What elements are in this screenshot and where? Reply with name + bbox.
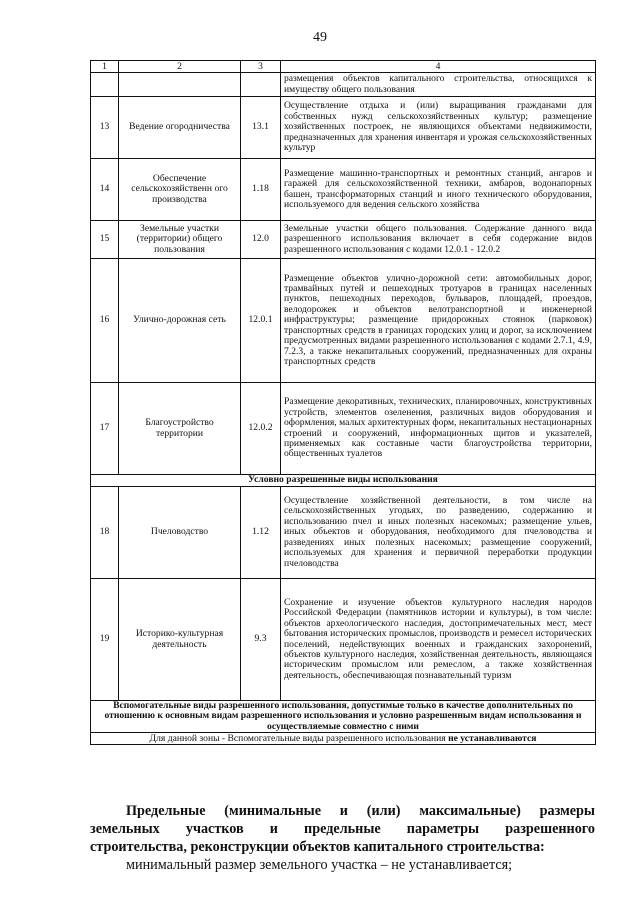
row-number: 17 bbox=[91, 383, 119, 475]
row-description: Размещение декоративных, технических, планировочных, конструктивных устройств, элементов озеленения, различных видов оборудования и оформления, малых архитектурных форм, некапитальных нестационарных строений и сооружений, информационных щитов и указателей, применяемых как составные части благоустройства территории, общественных туалетов bbox=[281, 383, 596, 475]
header-col-3: 3 bbox=[241, 61, 281, 73]
table-row bbox=[91, 97, 596, 159]
row-name: Ведение огородничества bbox=[119, 97, 241, 159]
section-row-auxiliary bbox=[91, 701, 596, 733]
row-number: 15 bbox=[91, 221, 119, 259]
row-name: Благоустройство территории bbox=[119, 383, 241, 475]
row-description: Размещение объектов улично-дорожной сети: автомобильных дорог, трамвайных путей и пешеходных тротуаров в границах населенных пунктов, пешеходных переходов, бульваров, площадей, проездов, велодорожек и объектов велотранспортной и инженерной инфраструктуры; размещение придорожных стоянок (парковок) транспортных средств в границах городских улиц и дорог, за исключением предусмотренных видами разрешенного использования с кодами 2.7.1, 4.9, 7.2.3, а также некапитальных сооружений, предназначенных для охраны транспортных средств bbox=[281, 259, 596, 383]
limits-heading-line-1: Предельные (минимальные и (или) максимальные) размеры bbox=[126, 803, 595, 819]
section-title-conditional: Условно разрешенные виды использования bbox=[91, 475, 596, 487]
row-description: Осуществление отдыха и (или) выращивания гражданами для собственных нужд сельскохозяйственных культур; размещение хозяйственных построек, не являющихся объектами недвижимости, предназначенных для хранения инвентаря и урожая сельскохозяйственных культур bbox=[281, 97, 596, 159]
header-col-1: 1 bbox=[91, 61, 119, 73]
row-name: Улично-дорожная сеть bbox=[119, 259, 241, 383]
header-col-2: 2 bbox=[119, 61, 241, 73]
table-row-continuation bbox=[91, 73, 596, 97]
limits-heading-line-3: строительства, реконструкции объектов капитального строительства: bbox=[90, 839, 545, 855]
row-number: 19 bbox=[91, 579, 119, 701]
zone-note-prefix: Для данной зоны - Вспомогательные виды разрешенного использования bbox=[149, 732, 449, 744]
section-title-auxiliary: Вспомогательные виды разрешенного использования, допустимые только в качестве дополнительных по отношению к основным видам разрешенного использования и условно разрешенным видам использования и осуществляемые совместно с ними bbox=[91, 701, 596, 733]
row-description: Земельные участки общего пользования. Содержание данного вида разрешенного использования включает в себя содержание видов разрешенного использования с кодами 12.0.1 - 12.0.2 bbox=[281, 221, 596, 259]
row-code: 1.18 bbox=[241, 159, 281, 221]
row-description: Осуществление хозяйственной деятельности, в том числе на сельскохозяйственных угодьях, по разведению, содержанию и использованию пчел и иных полезных насекомых; размещение ульев, иных объектов и оборудования, необходимого для пчеловодства и разведениях иных полезных насекомых; размещение сооружений, используемых для хранения и первичной переработки продукции пчеловодства bbox=[281, 487, 596, 579]
table-row bbox=[91, 221, 596, 259]
row-description: Сохранение и изучение объектов культурного наследия народов Российской Федерации (памятников истории и культуры), в том числе: объектов археологического наследия, достопримечательных мест, мест бытования исторических промыслов, производств и ремесел исторических поселений, недействующих военных и гражданских захоронений, объектов культурного наследия, хозяйственная деятельность, являющаяся историческим промыслом или ремеслом, а также хозяйственная деятельность, обеспечивающая познавательный туризм bbox=[281, 579, 596, 701]
min-plot-size-text: минимальный размер земельного участка – не устанавливается; bbox=[126, 857, 513, 873]
row-code: 9.3 bbox=[241, 579, 281, 701]
zone-note bbox=[91, 733, 596, 745]
row-code: 12.0.2 bbox=[241, 383, 281, 475]
land-use-table bbox=[90, 60, 596, 745]
zone-note-emphasis: не устанавливаются bbox=[448, 732, 537, 744]
table-row bbox=[91, 159, 596, 221]
row-name: Земельные участки (территории) общего пользования bbox=[119, 221, 241, 259]
row-name: Пчеловодство bbox=[119, 487, 241, 579]
table-row bbox=[91, 383, 596, 475]
table-row bbox=[91, 259, 596, 383]
row-name: Историко-культурная деятельность bbox=[119, 579, 241, 701]
row-number: 18 bbox=[91, 487, 119, 579]
header-col-4: 4 bbox=[281, 61, 596, 73]
row-description: Размещение машинно-транспортных и ремонтных станций, ангаров и гаражей для сельскохозяйственной техники, амбаров, водонапорных башен, трансформаторных станций и иного технического оборудования, используемого для ведения сельского хозяйства bbox=[281, 159, 596, 221]
table-row bbox=[91, 487, 596, 579]
row-name: Обеспечение сельскохозяйственн ого производства bbox=[119, 159, 241, 221]
row-number: 16 bbox=[91, 259, 119, 383]
page-number: 49 bbox=[313, 30, 327, 45]
zone-note-row bbox=[91, 733, 596, 745]
row-number: 13 bbox=[91, 97, 119, 159]
section-row-conditional bbox=[91, 475, 596, 487]
row-code: 1.12 bbox=[241, 487, 281, 579]
row-code: 12.0 bbox=[241, 221, 281, 259]
limits-heading-line-2: земельных участков и предельные параметры разрешенного bbox=[90, 821, 595, 837]
row-code: 13.1 bbox=[241, 97, 281, 159]
row-number: 14 bbox=[91, 159, 119, 221]
row-code: 12.0.1 bbox=[241, 259, 281, 383]
table-header-row bbox=[91, 61, 596, 73]
row-description: размещения объектов капитального строительства, относящихся к имуществу общего пользования bbox=[281, 73, 596, 97]
table-row bbox=[91, 579, 596, 701]
